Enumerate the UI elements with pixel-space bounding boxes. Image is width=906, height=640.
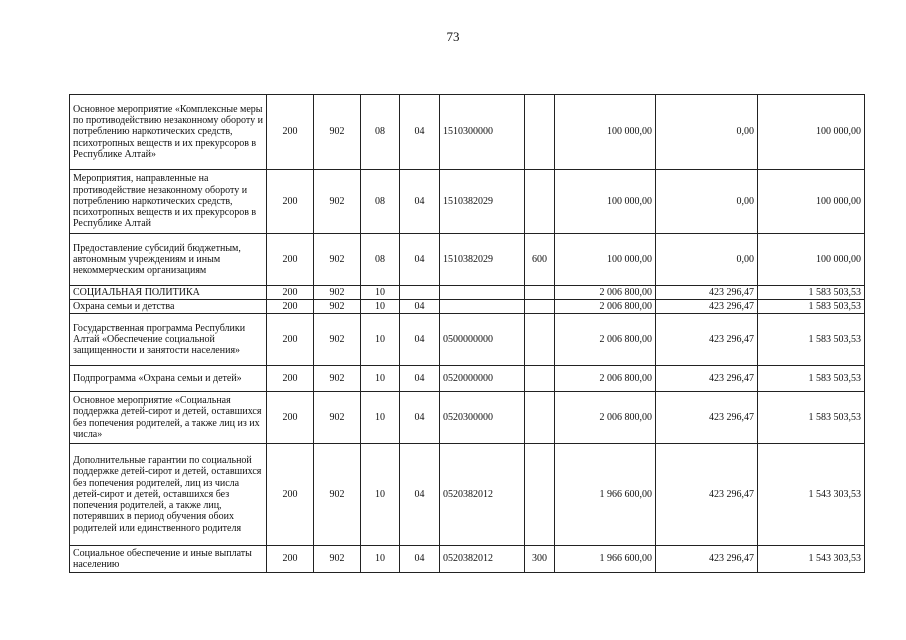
code-subsection xyxy=(400,286,440,300)
amount-remaining: 100 000,00 xyxy=(758,170,865,234)
code-ministry: 902 xyxy=(314,286,361,300)
code-ministry: 902 xyxy=(314,366,361,392)
code-section: 08 xyxy=(361,234,400,286)
code-grbs: 200 xyxy=(267,314,314,366)
code-subsection: 04 xyxy=(400,300,440,314)
code-section: 08 xyxy=(361,95,400,170)
amount-approved: 2 006 800,00 xyxy=(555,366,656,392)
code-ministry: 902 xyxy=(314,95,361,170)
code-target-article xyxy=(440,300,525,314)
code-target-article: 1510300000 xyxy=(440,95,525,170)
amount-approved: 2 006 800,00 xyxy=(555,300,656,314)
amount-remaining: 1 543 303,53 xyxy=(758,546,865,573)
code-grbs: 200 xyxy=(267,170,314,234)
code-target-article: 0500000000 xyxy=(440,314,525,366)
code-expense-type xyxy=(525,366,555,392)
item-name: Социальное обеспечение и иные выплаты населению xyxy=(70,546,267,573)
table-row xyxy=(70,366,865,392)
code-ministry: 902 xyxy=(314,300,361,314)
table-row xyxy=(70,286,865,300)
amount-executed: 423 296,47 xyxy=(656,300,758,314)
item-name: Основное мероприятие «Комплексные меры по противодействию незаконному обороту и потреблению наркотических средств, психотропных веществ и их прекурсоров в Республике Алтай» xyxy=(70,95,267,170)
table-row xyxy=(70,444,865,546)
amount-remaining: 1 583 503,53 xyxy=(758,286,865,300)
amount-approved: 100 000,00 xyxy=(555,234,656,286)
code-expense-type: 600 xyxy=(525,234,555,286)
amount-approved: 1 966 600,00 xyxy=(555,444,656,546)
item-name: Основное мероприятие «Социальная поддержка детей-сирот и детей, оставшихся без попечения родителей, а также лиц из их числа» xyxy=(70,392,267,444)
code-target-article: 0520300000 xyxy=(440,392,525,444)
amount-remaining: 100 000,00 xyxy=(758,95,865,170)
item-name: Подпрограмма «Охрана семьи и детей» xyxy=(70,366,267,392)
code-target-article xyxy=(440,286,525,300)
amount-approved: 100 000,00 xyxy=(555,95,656,170)
amount-remaining: 1 583 503,53 xyxy=(758,366,865,392)
code-target-article: 0520000000 xyxy=(440,366,525,392)
amount-approved: 100 000,00 xyxy=(555,170,656,234)
code-grbs: 200 xyxy=(267,234,314,286)
code-expense-type xyxy=(525,300,555,314)
code-subsection: 04 xyxy=(400,314,440,366)
amount-executed: 423 296,47 xyxy=(656,392,758,444)
code-ministry: 902 xyxy=(314,234,361,286)
code-expense-type xyxy=(525,286,555,300)
table-row xyxy=(70,392,865,444)
code-ministry: 902 xyxy=(314,546,361,573)
code-expense-type xyxy=(525,314,555,366)
table-body xyxy=(70,95,865,573)
amount-executed: 423 296,47 xyxy=(656,546,758,573)
code-expense-type xyxy=(525,170,555,234)
amount-approved: 2 006 800,00 xyxy=(555,314,656,366)
code-subsection: 04 xyxy=(400,234,440,286)
code-expense-type xyxy=(525,392,555,444)
amount-executed: 0,00 xyxy=(656,170,758,234)
page-number: 73 xyxy=(446,29,460,44)
amount-remaining: 1 543 303,53 xyxy=(758,444,865,546)
amount-approved: 2 006 800,00 xyxy=(555,392,656,444)
amount-approved: 1 966 600,00 xyxy=(555,546,656,573)
code-grbs: 200 xyxy=(267,392,314,444)
code-ministry: 902 xyxy=(314,170,361,234)
amount-remaining: 1 583 503,53 xyxy=(758,314,865,366)
amount-executed: 423 296,47 xyxy=(656,444,758,546)
table-row xyxy=(70,546,865,573)
code-subsection: 04 xyxy=(400,546,440,573)
item-name: Охрана семьи и детства xyxy=(70,300,267,314)
amount-executed: 423 296,47 xyxy=(656,366,758,392)
amount-remaining: 1 583 503,53 xyxy=(758,300,865,314)
budget-table xyxy=(69,94,865,573)
code-target-article: 1510382029 xyxy=(440,234,525,286)
code-grbs: 200 xyxy=(267,95,314,170)
item-name: Дополнительные гарантии по социальной поддержке детей-сирот и детей, оставшихся без попечения родителей, лиц из числа детей-сирот и детей, оставшихся без попечения родителей, а также лиц, потерявших в период обучения обоих родителей или единственного родителя xyxy=(70,444,267,546)
item-name: Государственная программа Республики Алтай «Обеспечение социальной защищенности и занятости населения» xyxy=(70,314,267,366)
code-section: 10 xyxy=(361,314,400,366)
code-grbs: 200 xyxy=(267,546,314,573)
amount-executed: 423 296,47 xyxy=(656,286,758,300)
code-section: 10 xyxy=(361,444,400,546)
amount-remaining: 1 583 503,53 xyxy=(758,392,865,444)
amount-executed: 0,00 xyxy=(656,95,758,170)
table-row xyxy=(70,234,865,286)
table-row xyxy=(70,314,865,366)
code-subsection: 04 xyxy=(400,366,440,392)
amount-approved: 2 006 800,00 xyxy=(555,286,656,300)
code-expense-type xyxy=(525,95,555,170)
code-expense-type xyxy=(525,444,555,546)
code-expense-type: 300 xyxy=(525,546,555,573)
code-subsection: 04 xyxy=(400,170,440,234)
table-row xyxy=(70,170,865,234)
item-name: Мероприятия, направленные на противодействие незаконному обороту и потреблению наркотических средств, психотропных веществ и их прекурсоров в Республике Алтай xyxy=(70,170,267,234)
code-ministry: 902 xyxy=(314,444,361,546)
amount-executed: 0,00 xyxy=(656,234,758,286)
code-subsection: 04 xyxy=(400,392,440,444)
code-subsection: 04 xyxy=(400,95,440,170)
code-section: 10 xyxy=(361,286,400,300)
code-ministry: 902 xyxy=(314,392,361,444)
code-target-article: 1510382029 xyxy=(440,170,525,234)
code-target-article: 0520382012 xyxy=(440,444,525,546)
item-name: СОЦИАЛЬНАЯ ПОЛИТИКА xyxy=(70,286,267,300)
code-subsection: 04 xyxy=(400,444,440,546)
code-grbs: 200 xyxy=(267,444,314,546)
amount-remaining: 100 000,00 xyxy=(758,234,865,286)
code-section: 10 xyxy=(361,300,400,314)
code-section: 10 xyxy=(361,546,400,573)
code-grbs: 200 xyxy=(267,286,314,300)
code-section: 08 xyxy=(361,170,400,234)
table-row xyxy=(70,95,865,170)
code-target-article: 0520382012 xyxy=(440,546,525,573)
code-section: 10 xyxy=(361,366,400,392)
code-ministry: 902 xyxy=(314,314,361,366)
code-grbs: 200 xyxy=(267,300,314,314)
item-name: Предоставление субсидий бюджетным, автономным учреждениям и иным некоммерческим организациям xyxy=(70,234,267,286)
amount-executed: 423 296,47 xyxy=(656,314,758,366)
code-grbs: 200 xyxy=(267,366,314,392)
table-row xyxy=(70,300,865,314)
code-section: 10 xyxy=(361,392,400,444)
